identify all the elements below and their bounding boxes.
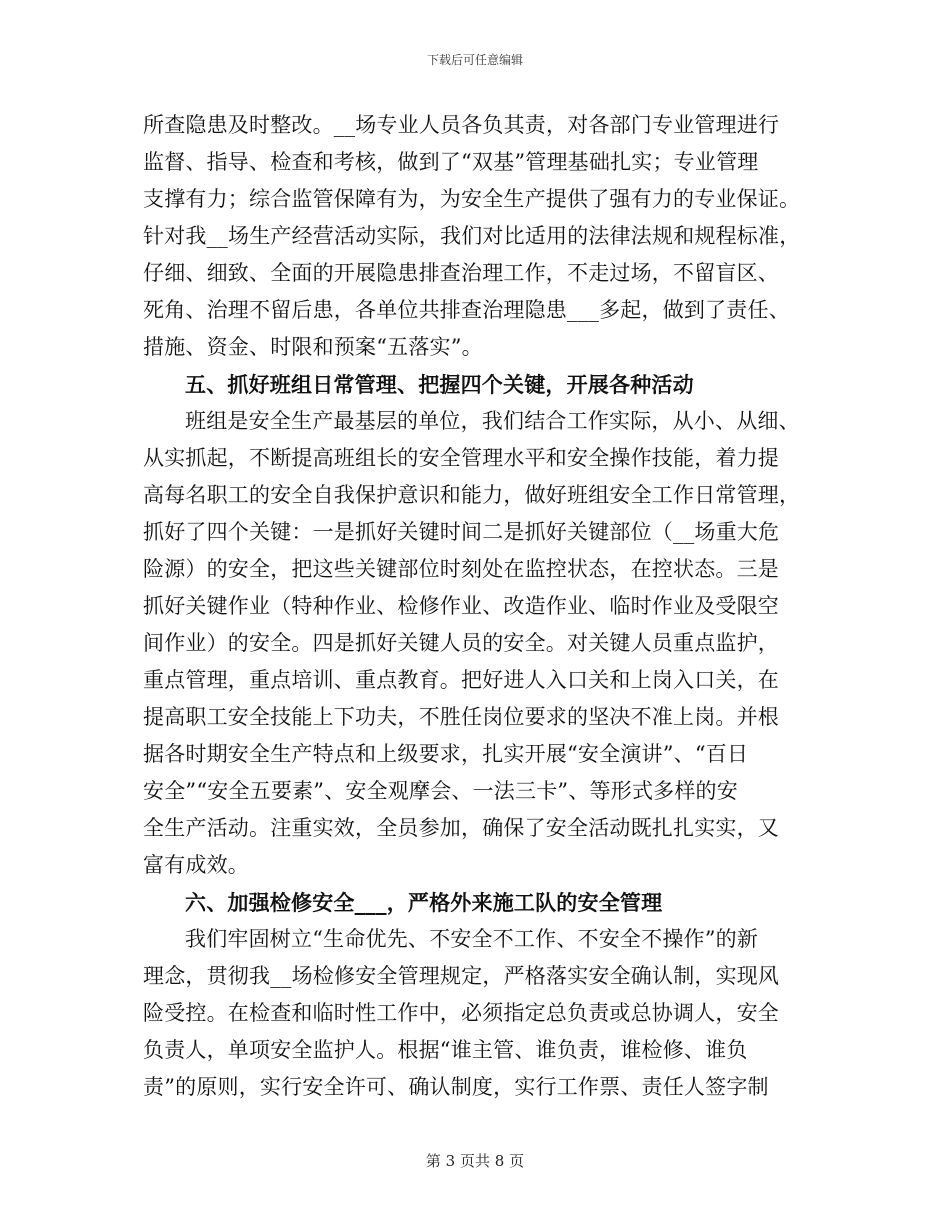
paragraph-line: 高每名职工的安全自我保护意识和能力，做好班组安全工作日常管理， xyxy=(143,483,801,507)
paragraph-line: 险受控。在检查和临时性工作中，必须指定总负责或总协调人，安全 xyxy=(143,1001,779,1025)
paragraph-line: 措施、资金、时限和预案“五落实”。 xyxy=(143,335,483,359)
paragraph-line: 支撑有力；综合监管保障有为，为安全生产提供了强有力的专业保证。 xyxy=(143,187,801,211)
paragraph-line: 责”的原则，实行安全许可、确认制度，实行工作票、责任人签字制 xyxy=(143,1075,769,1099)
section-heading: 五、抓好班组日常管理、把握四个关键，开展各种活动 xyxy=(185,372,694,397)
paragraph-line: 班组是安全生产最基层的单位，我们结合工作实际，从小、从细、 xyxy=(185,409,800,433)
paragraph-line: 所查隐患及时整改。__场专业人员各负其责，对各部门专业管理进行 xyxy=(143,113,780,137)
paragraph-line: 抓好了四个关键：一是抓好关键时间二是抓好关键部位（__场重大危 xyxy=(143,520,780,544)
page-footer: 第 3 页共 8 页 xyxy=(425,1152,525,1170)
paragraph-line: 理念，贯彻我__场检修安全管理规定，严格落实安全确认制，实现风 xyxy=(143,964,780,988)
paragraph-line: 据各时期安全生产特点和上级要求，扎实开展“安全演讲”、“百日 xyxy=(143,742,749,766)
paragraph-line: 重点管理，重点培训、重点教育。把好进人入口关和上岗入口关，在 xyxy=(143,668,779,692)
paragraph-line: 险源）的安全，把这些关键部位时刻处在监控状态，在控状态。三是 xyxy=(143,557,779,581)
paragraph-line: 全生产活动。注重实效，全员参加，确保了安全活动既扎扎实实，又 xyxy=(143,816,779,840)
paragraph-line: 监督、指导、检查和考核，做到了“双基”管理基础扎实；专业管理 xyxy=(143,150,759,174)
section-heading: 六、加强检修安全___，严格外来施工队的安全管理 xyxy=(185,890,663,915)
paragraph-line: 从实抓起，不断提高班组长的安全管理水平和安全操作技能，着力提 xyxy=(143,446,779,470)
page-header: 下载后可任意编辑 xyxy=(426,53,523,67)
paragraph-line: 死角、治理不留后患，各单位共排查治理隐患___多起，做到了责任、 xyxy=(143,298,790,322)
paragraph-line: 仔细、细致、全面的开展隐患排查治理工作，不走过场，不留盲区、 xyxy=(143,261,779,285)
paragraph-line: 间作业）的安全。四是抓好关键人员的安全。对关键人员重点监护， xyxy=(143,631,779,655)
paragraph-line: 抓好关键作业（特种作业、检修作业、改造作业、临时作业及受限空 xyxy=(143,594,779,618)
paragraph-line: 提高职工安全技能上下功夫，不胜任岗位要求的坚决不准上岗。并根 xyxy=(143,705,779,729)
paragraph-line: 针对我__场生产经营活动实际，我们对比适用的法律法规和规程标准， xyxy=(143,224,801,248)
paragraph-line: 富有成效。 xyxy=(143,853,249,877)
paragraph-line: 我们牢固树立“生命优先、不安全不工作、不安全不操作”的新 xyxy=(185,927,759,951)
document-body xyxy=(143,107,823,1106)
paragraph-line: 安全”“安全五要素”、安全观摩会、一法三卡”、等形式多样的安 xyxy=(143,779,738,803)
paragraph-line: 负责人，单项安全监护人。根据“谁主管、谁负责，谁检修、谁负 xyxy=(143,1038,748,1062)
